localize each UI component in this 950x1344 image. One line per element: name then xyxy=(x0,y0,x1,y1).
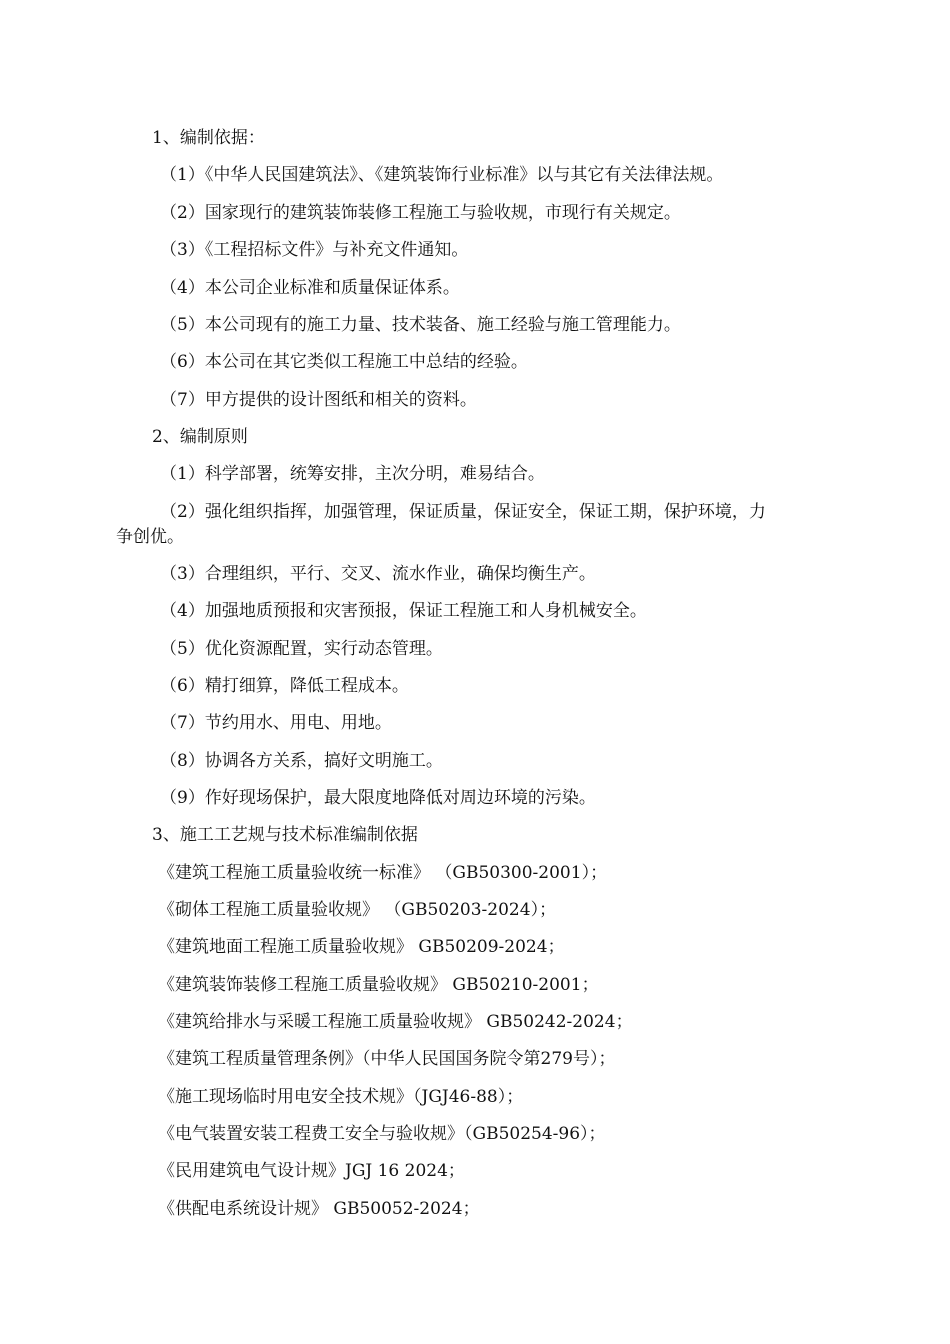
principle-item-2-continued: 争创优。 xyxy=(116,527,184,547)
principle-item-2: （2）强化组织指挥，加强管理，保证质量，保证安全，保证工期，保护环境，力 xyxy=(160,502,766,522)
standard-item-6: 《建筑工程质量管理条例》（中华人民国国务院令第279号）； xyxy=(158,1049,616,1069)
basis-item-6: （6）本公司在其它类似工程施工中总结的经验。 xyxy=(160,352,528,372)
standard-item-2: 《砌体工程施工质量验收规》 （GB50203-2024）； xyxy=(158,900,557,920)
basis-item-3: （3）《工程招标文件》与补充文件通知。 xyxy=(160,240,469,260)
basis-item-7: （7）甲方提供的设计图纸和相关的资料。 xyxy=(160,390,477,410)
standard-item-3: 《建筑地面工程施工质量验收规》 GB50209-2024； xyxy=(158,937,565,957)
principle-item-5: （5）优化资源配置，实行动态管理。 xyxy=(160,639,443,659)
principle-item-4: （4）加强地质预报和灾害预报，保证工程施工和人身机械安全。 xyxy=(160,601,647,621)
standard-item-5: 《建筑给排水与采暖工程施工质量验收规》 GB50242-2024； xyxy=(158,1012,633,1032)
standard-item-7: 《施工现场临时用电安全技术规》（JGJ46-88）； xyxy=(158,1087,524,1107)
standard-item-8: 《电气装置安装工程费工安全与验收规》（GB50254-96）； xyxy=(158,1124,606,1144)
basis-item-2: （2）国家现行的建筑装饰装修工程施工与验收规，市现行有关规定。 xyxy=(160,203,681,223)
basis-item-1: （1）《中华人民国建筑法》、《建筑装饰行业标准》以与其它有关法律法规。 xyxy=(160,165,724,185)
section-heading-standards: 3、施工工艺规与技术标准编制依据 xyxy=(152,825,418,845)
standard-item-4: 《建筑装饰装修工程施工质量验收规》 GB50210-2001； xyxy=(158,975,599,995)
principle-item-8: （8）协调各方关系，搞好文明施工。 xyxy=(160,751,443,771)
section-heading-principles: 2、编制原则 xyxy=(152,427,248,447)
principle-item-6: （6）精打细算，降低工程成本。 xyxy=(160,676,409,696)
principle-item-3: （3）合理组织，平行、交叉、流水作业，确保均衡生产。 xyxy=(160,564,596,584)
section-heading-basis: 1、编制依据： xyxy=(152,128,265,148)
principle-item-7: （7）节约用水、用电、用地。 xyxy=(160,713,392,733)
standard-item-9: 《民用建筑电气设计规》JGJ 16 2024； xyxy=(158,1161,465,1181)
basis-item-5: （5）本公司现有的施工力量、技术装备、施工经验与施工管理能力。 xyxy=(160,315,681,335)
standard-item-1: 《建筑工程施工质量验收统一标准》 （GB50300-2001）； xyxy=(158,863,608,883)
basis-item-4: （4）本公司企业标准和质量保证体系。 xyxy=(160,278,460,298)
standard-item-10: 《供配电系统设计规》 GB50052-2024； xyxy=(158,1199,480,1219)
principle-item-9: （9）作好现场保护，最大限度地降低对周边环境的污染。 xyxy=(160,788,596,808)
principle-item-1: （1）科学部署，统筹安排，主次分明，难易结合。 xyxy=(160,464,545,484)
